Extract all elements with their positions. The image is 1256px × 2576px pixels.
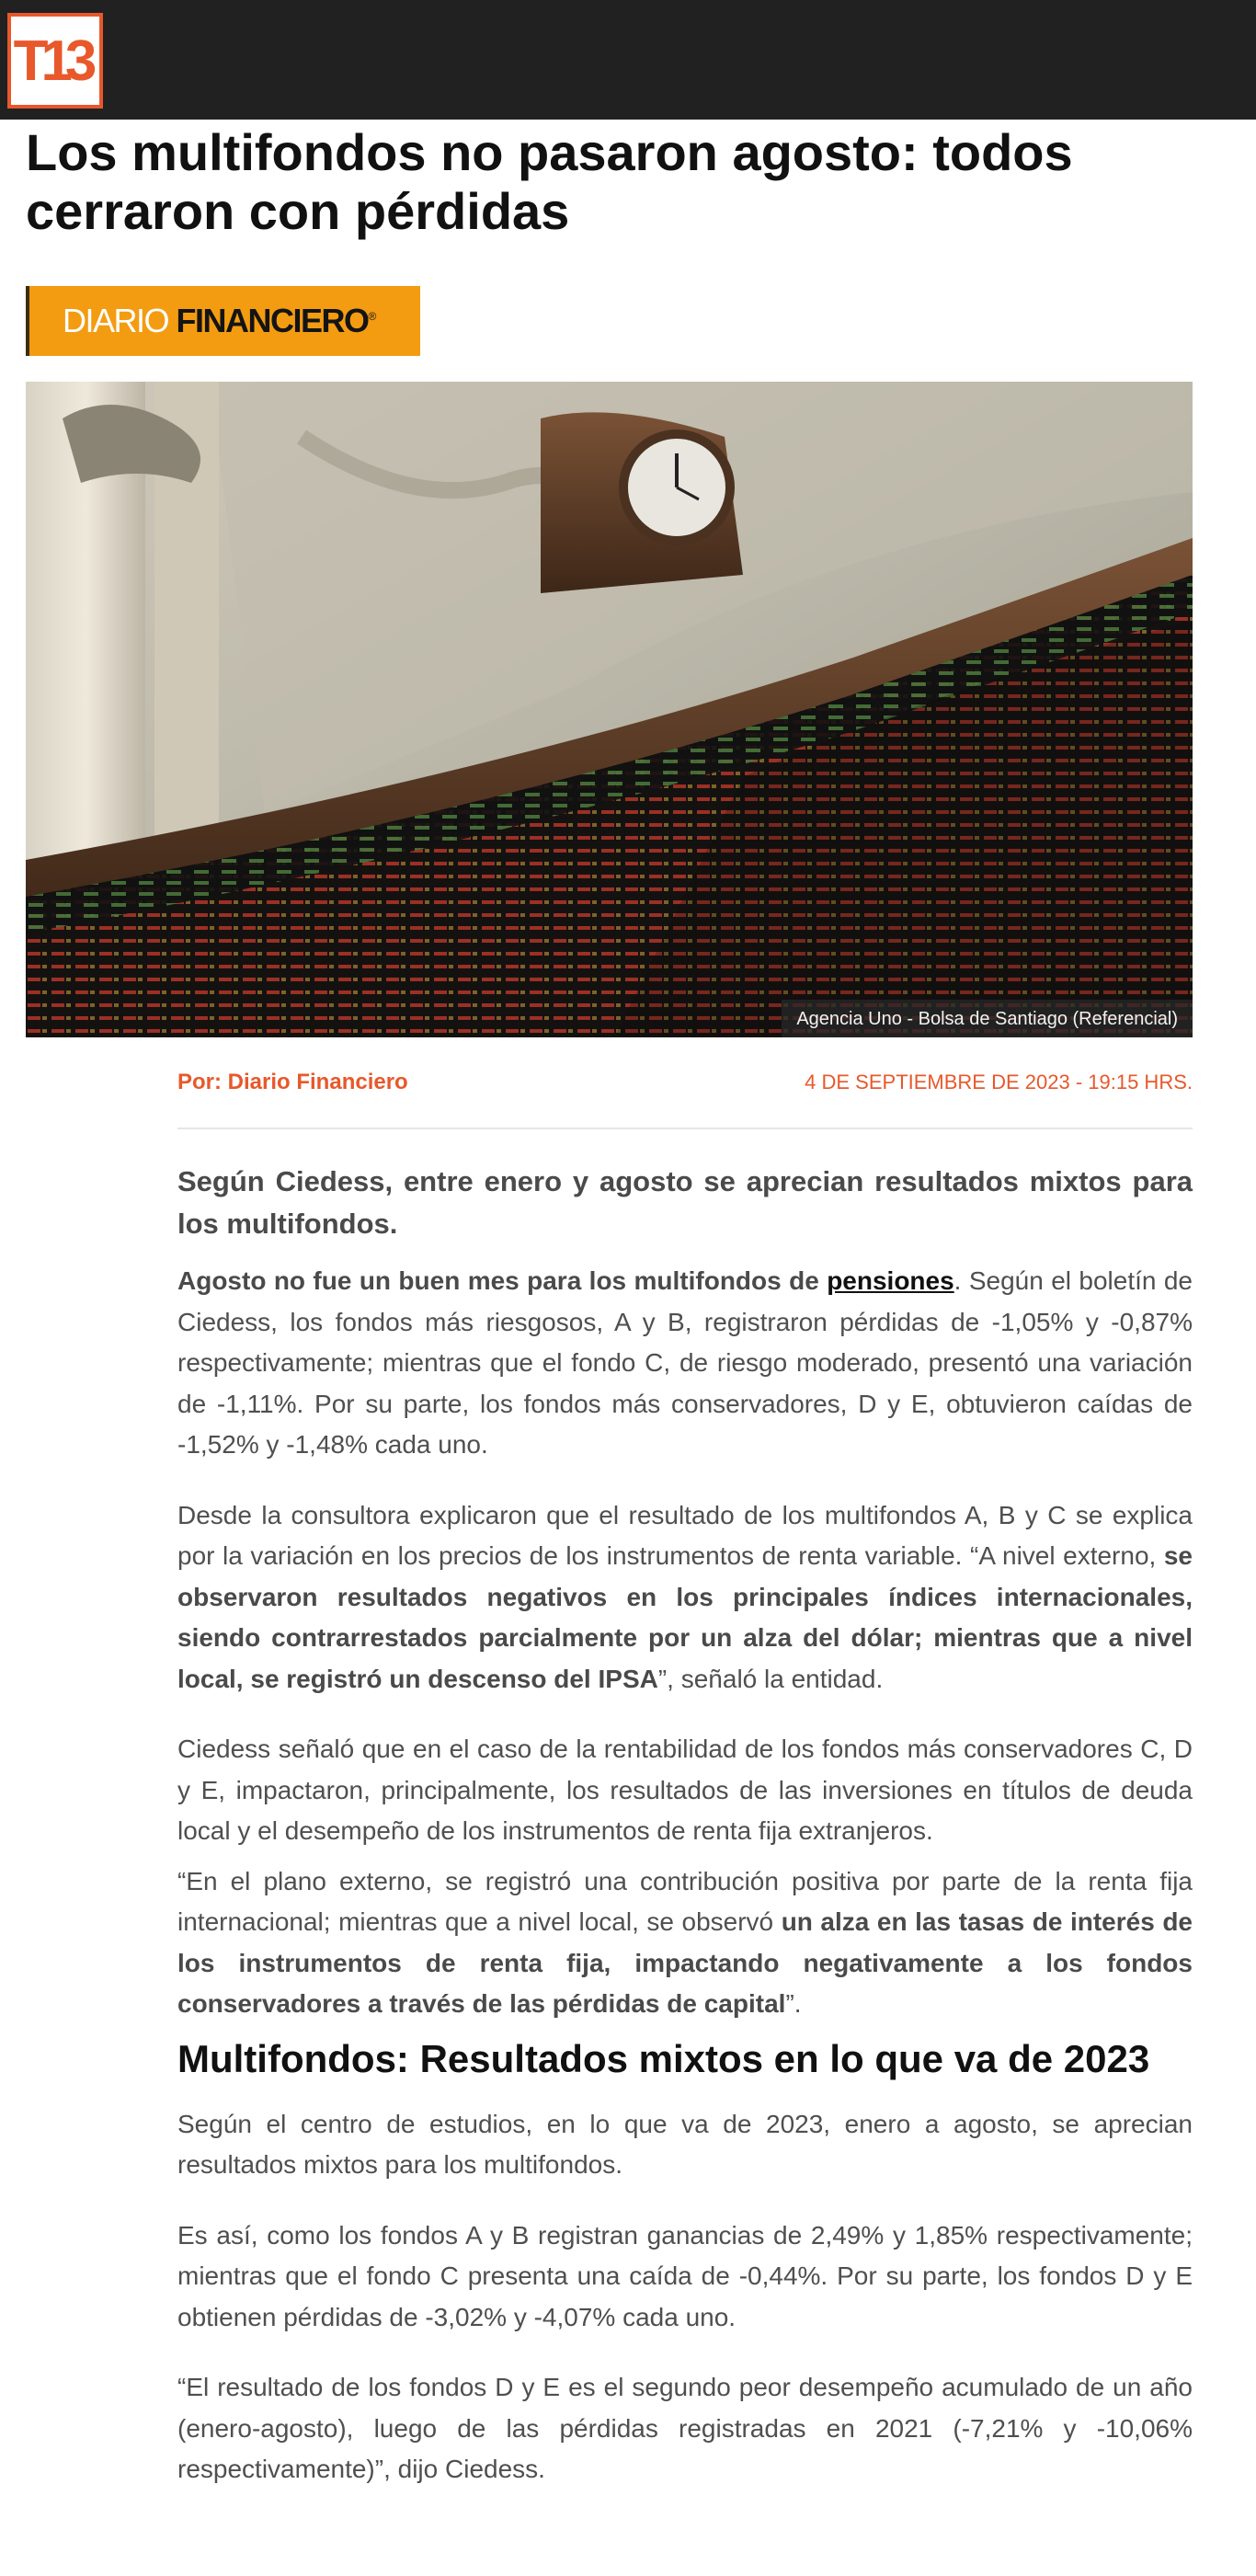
section-subheading: Multifondos: Resultados mixtos en lo que va de 2023 <box>177 2036 1150 2080</box>
source-logo-mark: ® <box>368 310 375 323</box>
article-body <box>177 1161 1193 2490</box>
paragraph-2-post: ”, señaló la entidad. <box>657 1664 884 1693</box>
pensiones-link[interactable]: pensiones <box>827 1266 954 1295</box>
paragraph-2-bold: se observaron resultados negativos en los principales índices internacionales, siendo contrarrestados parcialmente por un alza del dólar; mientras que a nivel local, se registró un descenso del IPSA <box>177 1541 1193 1693</box>
paragraph-3: Ciedess señaló que en el caso de la rentabilidad de los fondos más conservadores C, D y E, impactaron, principalmente, los resultados de las inversiones en títulos de deuda local y el desempeño de los instrumentos de renta fija extranjeros. <box>177 1735 1193 1845</box>
paragraph-4-post: ”. <box>785 1989 802 2018</box>
paragraph-4-bold: un alza en las tasas de interés de los instrumentos de renta fija, impactando negativamente a los fondos conservadores a través de las pérdidas de capital <box>177 1907 1193 2018</box>
source-logo-part2: FINANCIERO <box>176 302 369 339</box>
source-logo-banner <box>26 286 420 356</box>
paragraph-2-pre: Desde la consultora explicaron que el resultado de los multifondos A, B y C se explica por la variación en los precios de los instrumentos de renta variable. “A nivel externo, <box>177 1500 1193 1570</box>
source-logo-text <box>63 302 375 340</box>
paragraph-1-bold: Agosto no fue un buen mes para los multifondos de <box>177 1266 828 1295</box>
site-header <box>0 0 1256 120</box>
author-byline[interactable]: Por: Diario Financiero <box>177 1070 408 1094</box>
paragraph-5: Según el centro de estudios, en lo que va de 2023, enero a agosto, se aprecian resultados mixtos para los multifondos. <box>177 2109 1193 2179</box>
paragraph-7: “El resultado de los fondos D y E es el segundo peor desempeño acumulado de un año (enero-agosto), luego de las pérdidas registradas en 2021 (-7,21% y -10,06% respectivamente)”, dijo Ciedess. <box>177 2373 1193 2483</box>
divider <box>177 1128 1193 1129</box>
image-caption: Agencia Uno - Bolsa de Santiago (Referencial) <box>782 1000 1193 1037</box>
paragraph-4 <box>177 1861 1193 2025</box>
article-title: Los multifondos no pasaron agosto: todos cerraron con pérdidas <box>26 123 1073 240</box>
paragraph-1 <box>177 1261 1193 1466</box>
paragraph-2 <box>177 1495 1193 1700</box>
paragraph-6: Es así, como los fondos A y B registran ganancias de 2,49% y 1,85% respectivamente; mientras que el fondo C presenta una caída de -0,44%. Por su parte, los fondos D y E obtienen pérdidas de -3,02% y -4,07% cada uno. <box>177 2220 1193 2331</box>
source-logo-part1: DIARIO <box>63 302 177 339</box>
t13-logo[interactable] <box>7 13 103 109</box>
publish-date: 4 DE SEPTIEMBRE DE 2023 - 19:15 HRS. <box>805 1070 1193 1093</box>
stock-exchange-photo <box>26 382 1193 1037</box>
article-lead: Según Ciedess, entre enero y agosto se aprecian resultados mixtos para los multifondos. <box>177 1165 1193 1240</box>
paragraph-1-text: . Según el boletín de Ciedess, los fondos más riesgosos, A y B, registraron pérdidas de -1,05% y -0,87% respectivamente; mientras que el fondo C, de riesgo moderado, presentó una variación de -1,11%. Por su parte, los fondos más conservadores, D y E, obtuvieron caídas de -1,52% y -1,48% cada uno. <box>177 1266 1193 1459</box>
logo-text: T13 <box>13 29 90 93</box>
hero-image <box>26 382 1193 1037</box>
paragraph-4-pre: “En el plano externo, se registró una contribución positiva por parte de la renta fija internacional; mientras que a nivel local, se observó <box>177 1866 1193 1936</box>
